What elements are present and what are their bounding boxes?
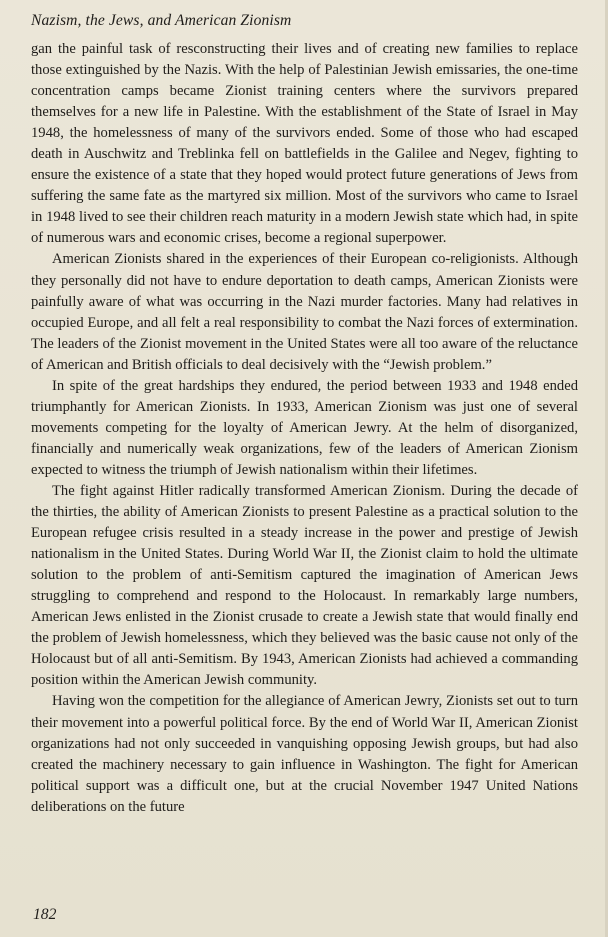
paragraph: Having won the competition for the allegiance of American Jewry, Zionists set out to turn their movement into a powerful political force. By the end of World War II, American Zionist organizations had not only succeeded in vanquishing opposing Jewish groups, but had also created the machinery necessary to gain influence in Washington. The fight for American political support was a difficult one, but at the crucial November 1947 United Nations deliberations on the future	[31, 693, 578, 815]
running-title: Nazism, the Jews, and American Zionism	[31, 12, 292, 29]
paragraph: The fight against Hitler radically transformed American Zionism. During the decade of the thirties, the ability of American Zionists to present Palestine as a practical solution to the European refugee crisis resulted in a steady increase in the power and prestige of Jewish nationalism in the United States. During World War II, the Zionist claim to hold the ultimate solution to the problem of anti-Semitism captured the imagination of American Jews struggling to comprehend and respond to the Holocaust. In remarkably large numbers, American Jews enlisted in the Zionist crusade to create a Jewish state that would finally end the problem of Jewish homelessness, which they believed was the basic cause not only of the Holocaust but of all anti-Semitism. By 1943, American Zionists had achieved a commanding position within the American Jewish community.	[31, 482, 578, 689]
paragraph: American Zionists shared in the experiences of their European co-religionists. Although they personally did not have to endure deportation to death camps, American Zionists were painfully aware of what was occurring in the Nazi murder factories. Many had relatives in occupied Europe, and all felt a real responsibility to combat the Nazi forces of extermination. The leaders of the Zionist movement in the United States were all too aware of the reluctance of American and British officials to deal decisively with the “Jewish problem.”	[31, 251, 578, 373]
paragraph: In spite of the great hardships they endured, the period between 1933 and 1948 ended triumphantly for American Zionists. In 1933, American Zionism was just one of several movements competing for the loyalty of American Jewry. At the helm of disorganized, financially and numerically weak organizations, few of the leaders of American Zionism expected to witness the triumph of Jewish nationalism within their lifetimes.	[31, 377, 578, 478]
paragraph-continuation: gan the painful task of resconstructing their lives and of creating new families to replace those extinguished by the Nazis. With the help of Palestinian Jewish emissaries, the one-time concentration camps became Zionist training centers where the survivors prepared themselves for a new life in Palestine. With the establishment of the State of Israel in May 1948, the homelessness of many of the survivors ended. Some of those who had escaped death in Auschwitz and Treblinka fell on battlefields in the Galilee and Negev, fighting to ensure the existence of a state that they hoped would protect future generations of Jews from suffering the same fate as the martyred six million. Most of the survivors who came to Israel in 1948 lived to see their children reach maturity in a modern Jewish state which had, in spite of numerous wars and economic crises, become a regional superpower.	[31, 41, 578, 247]
page-number: 182	[33, 906, 57, 923]
body-text	[31, 39, 578, 818]
